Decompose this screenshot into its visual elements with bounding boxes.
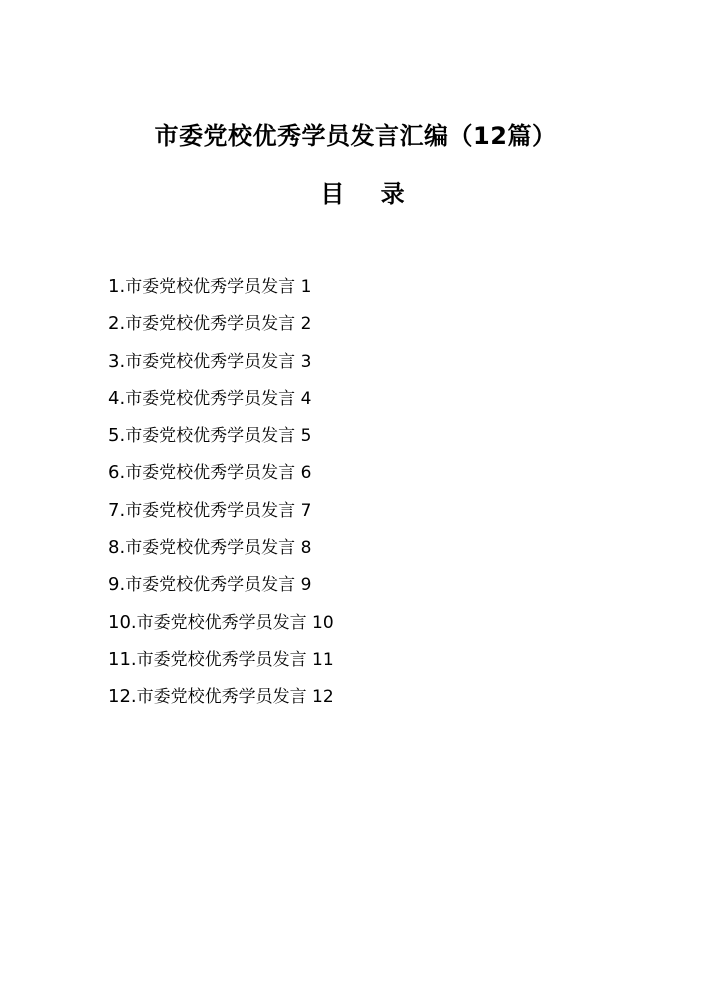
toc-item-number: 8.: [108, 537, 126, 559]
toc-item-text: 市委党校优秀学员发言 2: [125, 314, 312, 335]
toc-item-number: 1.: [108, 276, 126, 297]
toc-item-text: 市委党校优秀学员发言 8: [125, 538, 312, 559]
toc-item-number: 11.: [108, 648, 137, 670]
toc-list: [108, 270, 334, 718]
toc-item-number: 3.: [108, 350, 126, 372]
toc-item[interactable]: [108, 345, 334, 382]
toc-item-number: 9.: [108, 574, 126, 596]
toc-item-number: 10.: [108, 611, 137, 633]
toc-item-text: 市委党校优秀学员发言 10: [136, 612, 334, 633]
toc-item[interactable]: [108, 606, 334, 643]
toc-item-number: 6.: [108, 462, 126, 484]
toc-item[interactable]: [108, 643, 334, 680]
toc-item-number: 7.: [108, 499, 126, 521]
toc-item[interactable]: [108, 680, 334, 717]
toc-item-text: 市委党校优秀学员发言 9: [125, 575, 312, 596]
toc-item[interactable]: [108, 456, 334, 493]
toc-item-text: 市委党校优秀学员发言 1: [125, 277, 312, 297]
toc-item[interactable]: [108, 270, 334, 307]
toc-item-text: 市委党校优秀学员发言 4: [125, 388, 312, 409]
toc-item-number: 2.: [108, 313, 126, 335]
toc-item[interactable]: [108, 494, 334, 531]
toc-item[interactable]: [108, 307, 334, 344]
toc-item-number: 4.: [108, 387, 126, 409]
toc-heading: 目 录: [320, 180, 419, 208]
toc-item-text: 市委党校优秀学员发言 7: [125, 500, 312, 521]
toc-item-text: 市委党校优秀学员发言 5: [125, 426, 312, 447]
toc-item-number: 12.: [108, 686, 137, 708]
toc-item[interactable]: [108, 568, 334, 605]
toc-item-text: 市委党校优秀学员发言 12: [136, 687, 334, 708]
document-title: 市委党校优秀学员发言汇编（12篇）: [154, 122, 557, 150]
toc-item[interactable]: [108, 531, 334, 568]
toc-item-text: 市委党校优秀学员发言 3: [125, 351, 312, 372]
toc-item[interactable]: [108, 382, 334, 419]
toc-item[interactable]: [108, 419, 334, 456]
toc-item-number: 5.: [108, 425, 126, 447]
toc-item-text: 市委党校优秀学员发言 11: [136, 649, 334, 670]
toc-item-text: 市委党校优秀学员发言 6: [125, 463, 312, 484]
